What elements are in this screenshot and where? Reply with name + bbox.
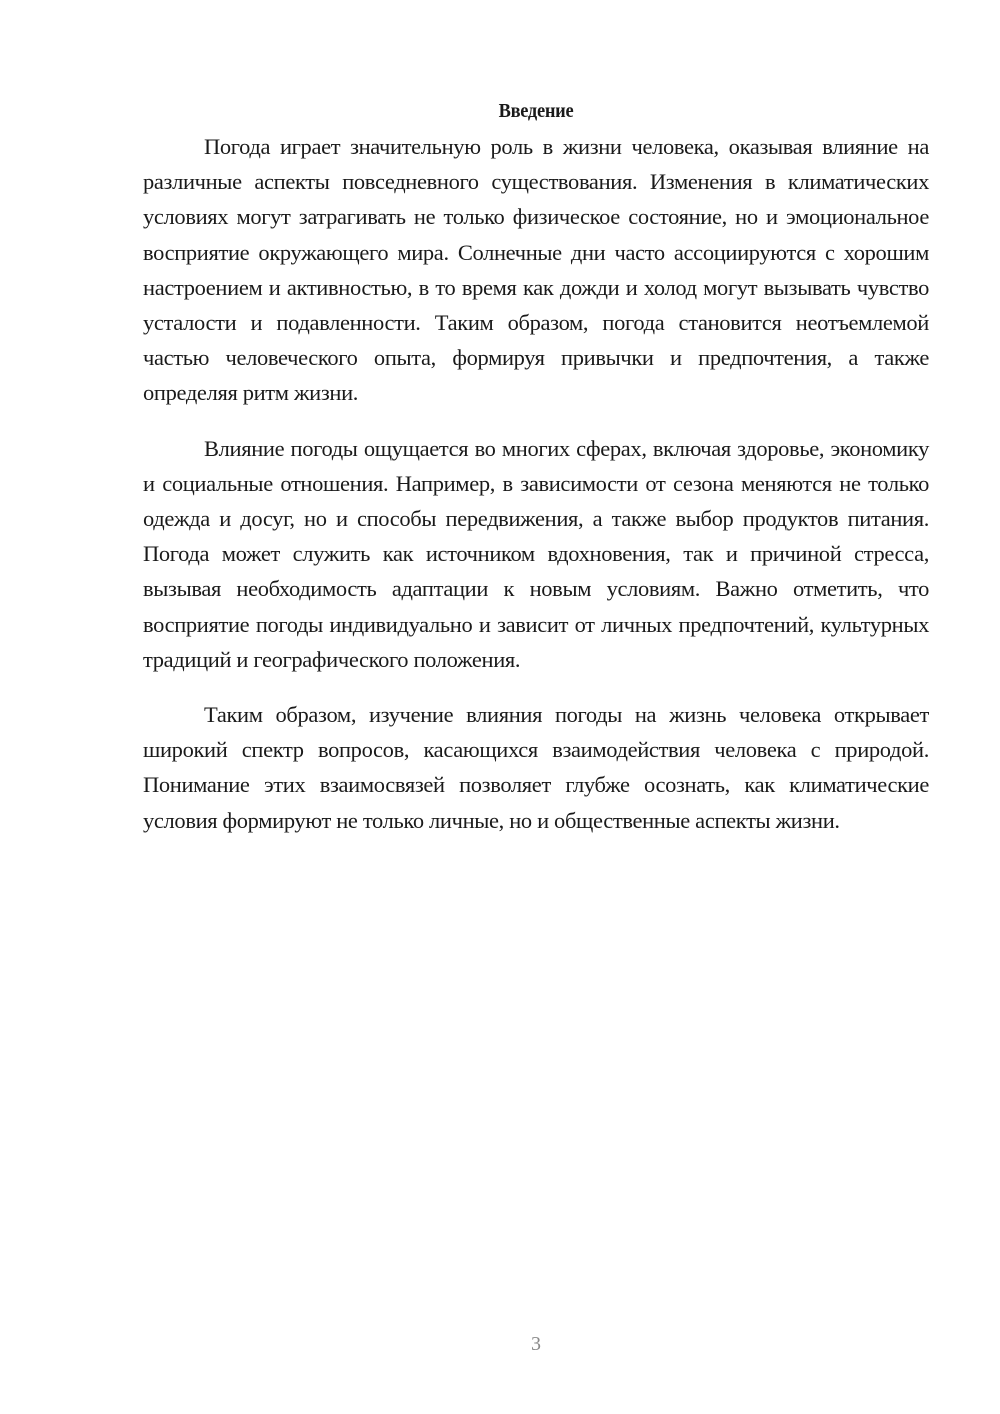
paragraph-1: Погода играет значительную роль в жизни человека, оказывая влияние на различные аспекты повседневного существования. Изменения в климатических условиях могут затрагивать не только физическое состояние, но и эмоциональное восприятие окружающего мира. Солнечные дни часто ассоциируются с хорошим настроением и активностью, в то время как дожди и холод могут вызывать чувство усталости и подавленности. Таким образом, погода становится неотъемлемой частью человеческого опыта, формируя привычки и предпочтения, а также определяя ритм жизни. [143,134,929,406]
document-page [143,96,929,838]
paragraph-2: Влияние погоды ощущается во многих сферах, включая здоровье, экономику и социальные отношения. Например, в зависимости от сезона меняются не только одежда и досуг, но и способы передвижения, а также выбор продуктов питания. Погода может служить как источником вдохновения, так и причиной стресса, вызывая необходимость адаптации к новым условиям. Важно отметить, что восприятие погоды индивидуально и зависит от личных предпочтений, культурных традиций и географического положения. [143,435,929,672]
paragraph-3: Таким образом, изучение влияния погоды на жизнь человека открывает широкий спектр вопросов, касающихся взаимодействия человека с природой. Понимание этих взаимосвязей позволяет глубже осознать, как климатические условия формируют не только личные, но и общественные аспекты жизни. [143,702,929,833]
section-heading: Введение [498,100,574,122]
page-number: 3 [531,1333,541,1355]
